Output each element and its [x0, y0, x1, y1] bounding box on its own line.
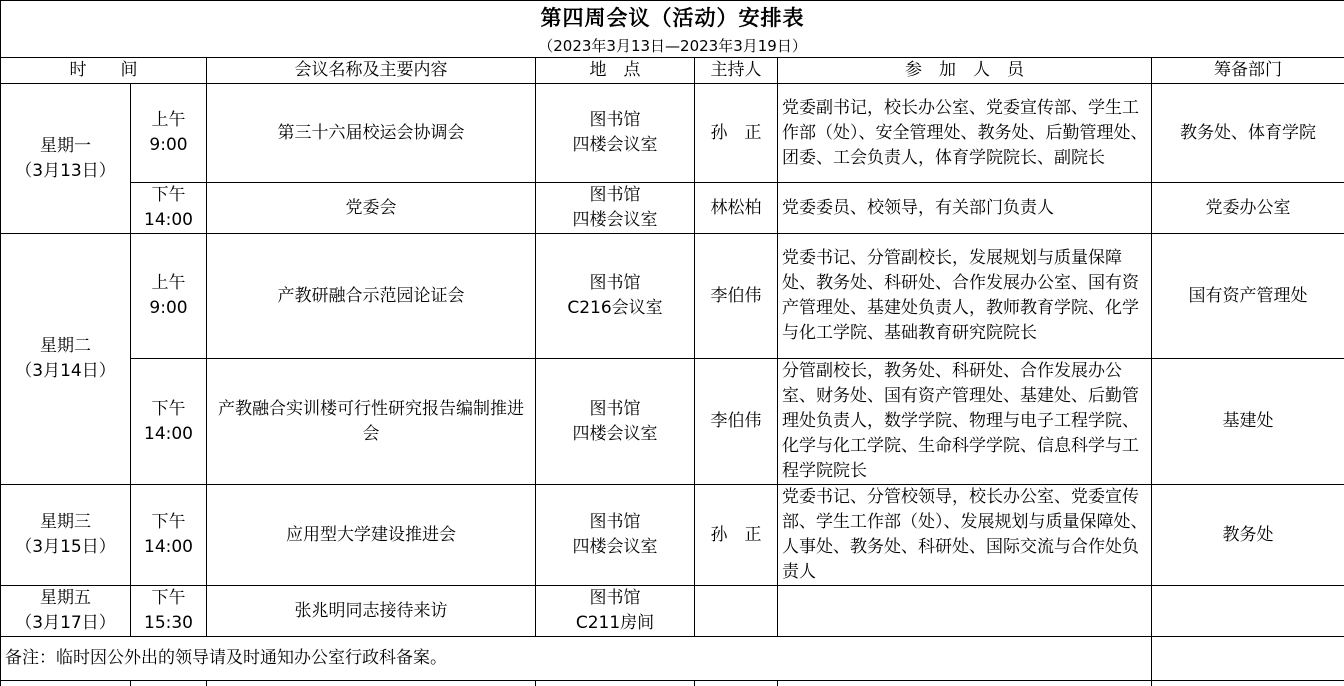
- location-room: 四楼会议室: [536, 208, 694, 233]
- host-name: 孙 正: [695, 84, 778, 183]
- location-room: 四楼会议室: [536, 133, 694, 158]
- host-name: 林松柏: [695, 183, 778, 234]
- table-row: [1, 485, 1344, 586]
- day-label: 星期二: [1, 334, 130, 359]
- attendees-text: 党委书记、分管副校长，发展规划与质量保障处、教务处、科研处、合作发展办公室、国有资产管理处、基建处负责人，教师教育学院、化学与化工学院、基础教育研究院院长: [778, 234, 1152, 359]
- header-host: 主持人: [695, 58, 778, 84]
- period-label: 下午: [131, 397, 206, 422]
- period-label: 上午: [131, 271, 206, 296]
- note-text: 备注：临时因公外出的领导请及时通知办公室行政科备案。: [1, 637, 1152, 681]
- clock-time: 14:00: [131, 208, 206, 233]
- day-date: （3月15日）: [1, 535, 130, 560]
- host-name: 孙 正: [695, 485, 778, 586]
- location-building: 图书馆: [536, 510, 694, 535]
- meeting-name: 应用型大学建设推进会: [207, 485, 536, 586]
- day-cell: [1, 234, 131, 485]
- day-label: 星期一: [1, 134, 130, 159]
- clock-time: 9:00: [131, 133, 206, 158]
- header-row: [1, 58, 1344, 84]
- location-cell: [536, 485, 695, 586]
- empty-cell: [1152, 681, 1344, 686]
- time-cell: [131, 183, 207, 234]
- location-cell: [536, 183, 695, 234]
- host-name: [695, 586, 778, 637]
- prep-dept: 基建处: [1152, 359, 1344, 485]
- meeting-name: 张兆明同志接待来访: [207, 586, 536, 637]
- location-building: 图书馆: [536, 108, 694, 133]
- location-building: 图书馆: [536, 271, 694, 296]
- prep-dept: 教务处: [1152, 485, 1344, 586]
- location-room: 四楼会议室: [536, 422, 694, 447]
- period-label: 上午: [131, 108, 206, 133]
- time-cell: [131, 359, 207, 485]
- clock-time: 15:30: [131, 611, 206, 636]
- date-range: （2023年3月13日—2023年3月19日）: [1, 35, 1344, 58]
- time-cell: [131, 485, 207, 586]
- day-date: （3月14日）: [1, 359, 130, 384]
- location-cell: [536, 359, 695, 485]
- location-room: C211房间: [536, 611, 694, 636]
- header-location: 地 点: [536, 58, 695, 84]
- table-row: [1, 586, 1344, 637]
- location-cell: [536, 84, 695, 183]
- table-row: [1, 84, 1344, 183]
- location-building: 图书馆: [536, 586, 694, 611]
- clock-time: 14:00: [131, 422, 206, 447]
- host-name: 李伯伟: [695, 359, 778, 485]
- time-cell: [131, 586, 207, 637]
- host-name: 李伯伟: [695, 234, 778, 359]
- header-attendees: 参 加 人 员: [778, 58, 1152, 84]
- header-meeting: 会议名称及主要内容: [207, 58, 536, 84]
- day-label: 星期三: [1, 510, 130, 535]
- location-building: 图书馆: [536, 397, 694, 422]
- day-date: （3月17日）: [1, 611, 130, 636]
- meeting-name: 第三十六届校运会协调会: [207, 84, 536, 183]
- location-cell: [536, 234, 695, 359]
- empty-cell: [131, 681, 207, 686]
- attendees-text: 党委书记、分管校领导，校长办公室、党委宣传部、学生工作部（处）、发展规划与质量保障处、人事处、教务处、科研处、国际交流与合作处负责人: [778, 485, 1152, 586]
- attendees-text: 党委委员、校领导，有关部门负责人: [778, 183, 1152, 234]
- attendees-text: [778, 586, 1152, 637]
- header-time: 时 间: [1, 58, 207, 84]
- period-label: 下午: [131, 586, 206, 611]
- day-label: 星期五: [1, 586, 130, 611]
- day-cell: [1, 586, 131, 637]
- time-cell: [131, 84, 207, 183]
- location-room: 四楼会议室: [536, 535, 694, 560]
- note-row: [1, 637, 1344, 681]
- prep-dept: [1152, 586, 1344, 637]
- day-date: （3月13日）: [1, 159, 130, 184]
- day-cell: [1, 485, 131, 586]
- header-prep-dept: 筹备部门: [1152, 58, 1344, 84]
- meeting-name: 产教研融合示范园论证会: [207, 234, 536, 359]
- empty-cell: [536, 681, 695, 686]
- location-cell: [536, 586, 695, 637]
- location-building: 图书馆: [536, 183, 694, 208]
- period-label: 下午: [131, 510, 206, 535]
- meeting-name: 产教融合实训楼可行性研究报告编制推进会: [207, 359, 536, 485]
- prep-dept: 国有资产管理处: [1152, 234, 1344, 359]
- attendees-text: 党委副书记，校长办公室、党委宣传部、学生工作部（处）、安全管理处、教务处、后勤管理处、团委、工会负责人，体育学院院长、副院长: [778, 84, 1152, 183]
- empty-cell: [778, 681, 1152, 686]
- attendees-text: 分管副校长，教务处、科研处、合作发展办公室、财务处、国有资产管理处、基建处、后勤管理处负责人，数学学院、物理与电子工程学院、化学与化工学院、生命科学学院、信息科学与工程学院院长: [778, 359, 1152, 485]
- clock-time: 14:00: [131, 535, 206, 560]
- table-row: [1, 359, 1344, 485]
- trailing-row: [1, 681, 1344, 686]
- note-empty-cell: [1152, 637, 1344, 681]
- time-cell: [131, 234, 207, 359]
- empty-cell: [695, 681, 778, 686]
- meeting-name: 党委会: [207, 183, 536, 234]
- empty-cell: [207, 681, 536, 686]
- location-room: C216会议室: [536, 296, 694, 321]
- page-title: 第四周会议（活动）安排表: [1, 1, 1344, 36]
- table-row: [1, 183, 1344, 234]
- prep-dept: 教务处、体育学院: [1152, 84, 1344, 183]
- period-label: 下午: [131, 183, 206, 208]
- clock-time: 9:00: [131, 296, 206, 321]
- prep-dept: 党委办公室: [1152, 183, 1344, 234]
- table-row: [1, 234, 1344, 359]
- empty-cell: [1, 681, 131, 686]
- day-cell: [1, 84, 131, 234]
